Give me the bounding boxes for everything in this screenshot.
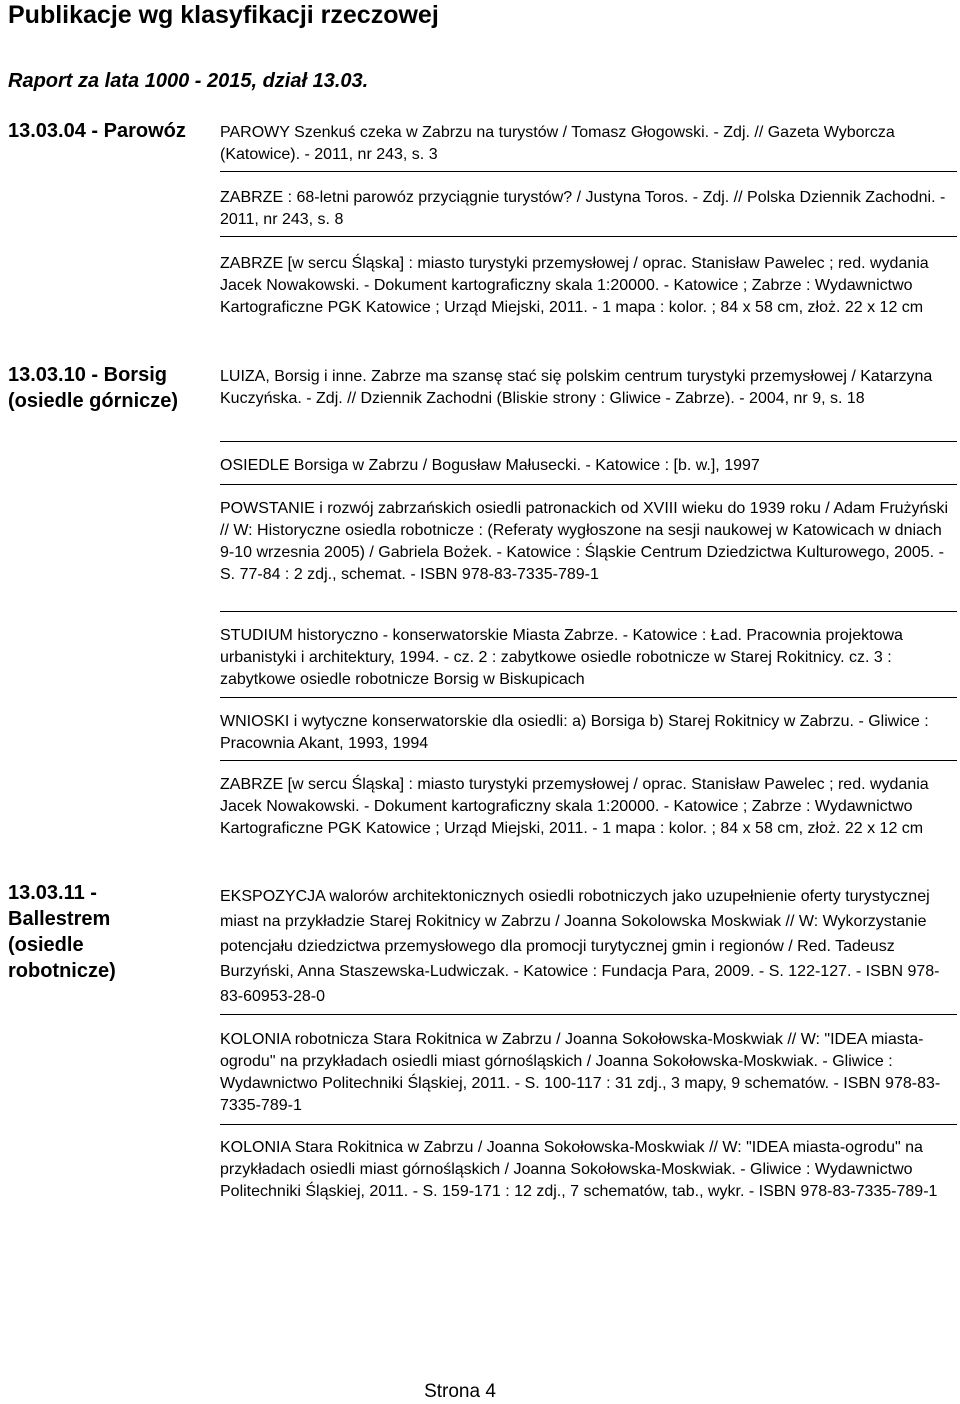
entry-studium: STUDIUM historyczno - konserwatorskie Miasta Zabrze. - Katowice : Ład. Pracownia projektowa urbanistyki i architektury, 1994. - cz. 2 : zabytkowe osiedle robotnicze w Starej Rokitnicy. cz. 3 : zabytkowe osiedle robotnicze Borsig w Biskupicach bbox=[220, 627, 903, 688]
entry-separator bbox=[220, 484, 957, 485]
page-title: Publikacje wg klasyfikacji rzeczowej bbox=[8, 1, 439, 29]
entry-separator bbox=[220, 1124, 957, 1125]
entry-wnioski: WNIOSKI i wytyczne konserwatorskie dla osiedli: a) Borsiga b) Starej Rokitnicy w Zabrzu. - Gliwice : Pracownia Akant, 1993, 1994 bbox=[220, 713, 929, 752]
entry-parowy-szenkus: PAROWY Szenkuś czeka w Zabrzu na turystów / Tomasz Głogowski. - Zdj. // Gazeta Wyborcza (Katowice). - 2011, nr 243, s. 3 bbox=[220, 124, 895, 163]
entry-zabrze-mapa-1: ZABRZE [w sercu Śląska] : miasto turystyki przemysłowej / oprac. Stanisław Pawelec ; red. wydania Jacek Nowakowski. - Dokument kartograficzny skala 1:20000. - Katowice ; Zabrze : Wydawnictwo Kartograficzne PGK Katowice ; Urząd Miejski, 2011. - 1 mapa : kolor. ; 84 x 58 cm, złoż. 22 x 12 cm bbox=[220, 255, 929, 316]
entry-zabrze-mapa-2: ZABRZE [w sercu Śląska] : miasto turystyki przemysłowej / oprac. Stanisław Pawelec ; red. wydania Jacek Nowakowski. - Dokument kartograficzny skala 1:20000. - Katowice ; Zabrze : Wydawnictwo Kartograficzne PGK Katowice ; Urząd Miejski, 2011. - 1 mapa : kolor. ; 84 x 58 cm, złoż. 22 x 12 cm bbox=[220, 776, 929, 837]
entry-osiedle-borsiga: OSIEDLE Borsiga w Zabrzu / Bogusław Małusecki. - Katowice : [b. w.], 1997 bbox=[220, 457, 760, 474]
entry-separator bbox=[220, 611, 957, 612]
entry-separator bbox=[220, 441, 957, 442]
page-number: Strona 4 bbox=[424, 1381, 496, 1402]
entry-separator bbox=[220, 1014, 957, 1015]
section-label-ballestrem: 13.03.11 - Ballestrem (osiedle robotnicze) bbox=[8, 882, 116, 982]
entry-separator bbox=[220, 760, 957, 761]
section-label-borsig: 13.03.10 - Borsig (osiedle górnicze) bbox=[8, 364, 179, 412]
entry-separator bbox=[220, 697, 957, 698]
entry-powstanie: POWSTANIE i rozwój zabrzańskich osiedli patronackich od XVIII wieku do 1939 roku / Adam Frużyński // W: Historyczne osiedla robotnicze : (Referaty wygłoszone na sesji naukowej w Katowicach w dniach 9-10 wrzesnia 2005) / Gabriela Bożek. - Katowice : Śląskie Centrum Dziedzictwa Kulturowego, 2005. - S. 77-84 : 2 zdj., schemat. - ISBN 978-83-7335-789-1 bbox=[220, 500, 949, 583]
entry-kolonia-stara-rokitnica: KOLONIA Stara Rokitnica w Zabrzu / Joanna Sokołowska-Moskwiak // W: "IDEA miasta-ogrodu" na przykładach osiedli miast górnośląskich / Joanna Sokołowska-Moskwiak. - Gliwice : Wydawnictwo Politechniki Śląskiej, 2011. - S. 159-171 : 12 zdj., 7 schematów, tab., wykr. - ISBN 978-83-7335-789-1 bbox=[220, 1139, 938, 1200]
entry-ekspozycja: EKSPOZYCJA walorów architektonicznych osiedli robotniczych jako uzupełnienie oferty turystycznej miast na przykładzie Starej Rokitnicy w Zabrzu / Joanna Sokolowska Moskwiak // W: Wykorzystanie potencjału dziedzictwa przemysłowego dla promocji turytycznej gmin i regionów / Red. Tadeusz Burzyński, Anna Staszewska-Ludwiczak. - Katowice : Fundacja Para, 2009. - S. 122-127. - ISBN 978-83-60953-28-0 bbox=[220, 888, 940, 1005]
entry-luiza-borsig: LUIZA, Borsig i inne. Zabrze ma szansę stać się polskim centrum turystyki przemysłowej / Katarzyna Kuczyńska. - Zdj. // Dziennik Zachodni (Bliskie strony : Gliwice - Zabrze). - 2004, nr 9, s. 18 bbox=[220, 368, 933, 407]
entry-separator bbox=[220, 236, 957, 237]
report-subtitle: Raport za lata 1000 - 2015, dział 13.03. bbox=[8, 70, 369, 92]
entry-zabrze-68-letni: ZABRZE : 68-letni parowóz przyciągnie turystów? / Justyna Toros. - Zdj. // Polska Dziennik Zachodni. - 2011, nr 243, s. 8 bbox=[220, 189, 946, 228]
entry-separator bbox=[220, 171, 957, 172]
entry-kolonia-robotnicza: KOLONIA robotnicza Stara Rokitnica w Zabrzu / Joanna Sokołowska-Moskwiak // W: "IDEA miasta-ogrodu" na przykładach osiedli miast górnośląskich / Joanna Sokołowska-Moskwiak. - Gliwice : Wydawnictwo Politechniki Śląskiej, 2011. - S. 100-117 : 31 zdj., 3 mapy, 9 schematów. - ISBN 978-83-7335-789-1 bbox=[220, 1031, 941, 1114]
section-label-parowoz: 13.03.04 - Parowóz bbox=[8, 120, 186, 142]
